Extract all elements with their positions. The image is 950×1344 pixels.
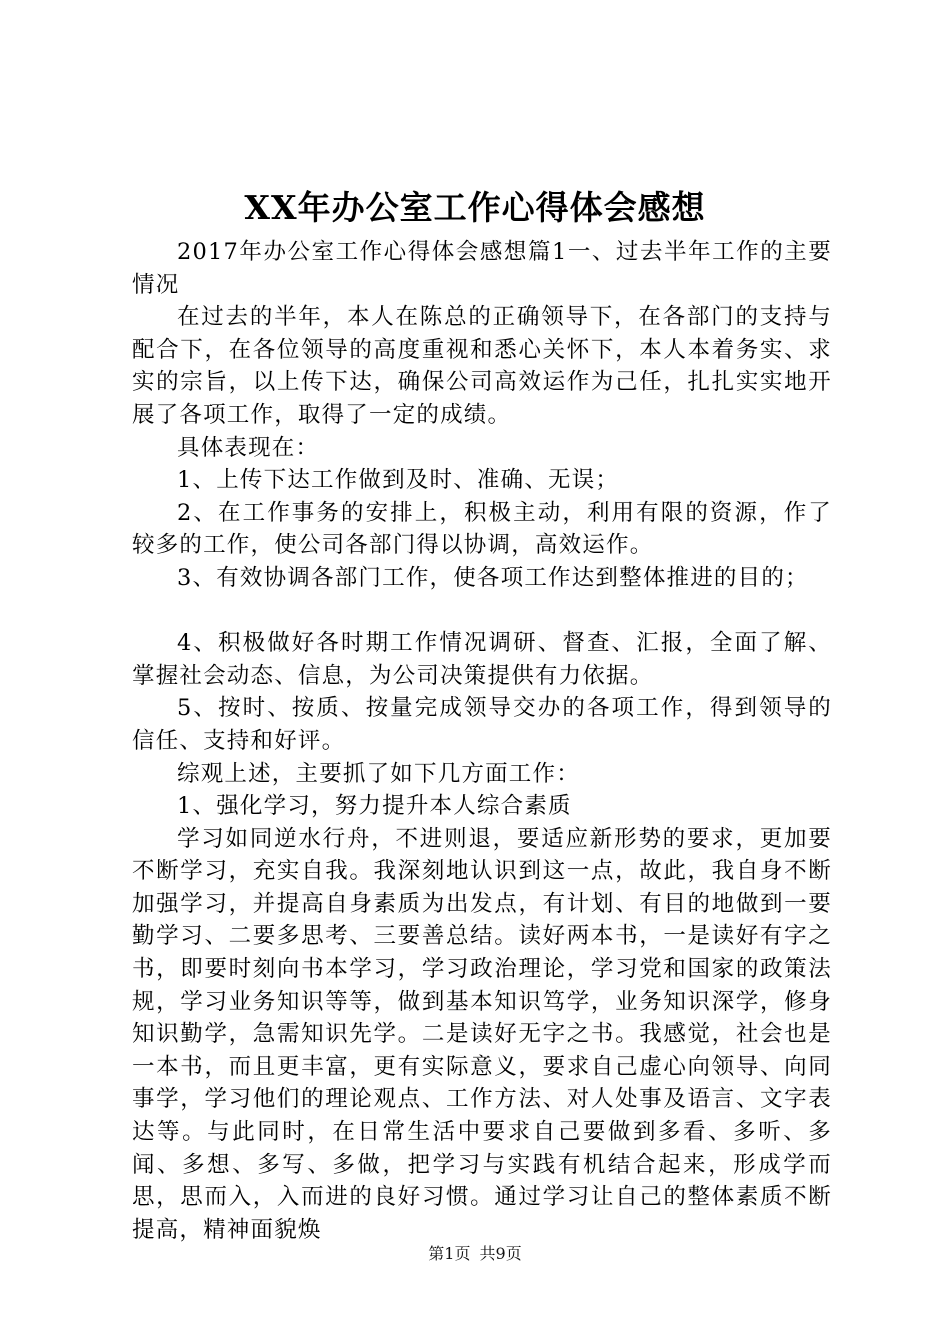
paragraph-summary: 在过去的半年，本人在陈总的正确领导下，在各部门的支持与配合下，在各位领导的高度重视和悉心关怀下，本人本着务实、求实的宗旨，以上传下达，确保公司高效运作为己任，扎扎实实地开展了各项工作，取得了一定的成绩。: [132, 304, 832, 428]
page-total: 共9页: [479, 1244, 522, 1263]
document-title: XX年办公室工作心得体会感想: [244, 188, 706, 227]
paragraph-performance-heading: 具体表现在：: [177, 434, 320, 461]
paragraph-item-1: 1、上传下达工作做到及时、准确、无误；: [177, 467, 620, 494]
paragraph-item-5: 5、按时、按质、按量完成领导交办的各项工作，得到领导的信任、支持和好评。: [132, 695, 832, 754]
paragraph-intro: 2017年办公室工作心得体会感想篇1一、过去半年工作的主要情况: [132, 239, 832, 298]
page-number: 第1页: [428, 1244, 471, 1263]
paragraph-item-3: 3、有效协调各部门工作，使各项工作达到整体推进的目的；: [177, 564, 809, 591]
document-body: [132, 236, 832, 1246]
paragraph-section-heading: 1、强化学习，努力提升本人综合素质: [177, 793, 572, 820]
paragraph-study: 学习如同逆水行舟，不进则退，要适应新形势的要求，更加要不断学习，充实自我。我深刻地认识到这一点，故此，我自身不断加强学习，并提高自身素质为出发点，有计划、有目的地做到一要勤学习、二要多思考、三要善总结。读好两本书，一是读好有字之书，即要时刻向书本学习，学习政治理论，学习党和国家的政策法规，学习业务知识等等，做到基本知识笃学，业务知识深学，修身知识勤学，急需知识先学。二是读好无字之书。我感觉，社会也是一本书，而且更丰富，更有实际意义，要求自己虚心向领导、向同事学，学习他们的理论观点、工作方法、对人处事及语言、文字表达等。与此同时，在日常生活中要求自己要做到多看、多听、多闻、多想、多写、多做，把学习与实践有机结合起来，形成学而思，思而入，入而进的良好习惯。通过学习让自己的整体素质不断提高，精神面貌焕: [132, 825, 832, 1243]
paragraph-overview: 综观上述，主要抓了如下几方面工作：: [177, 760, 580, 787]
page-footer: [0, 1242, 950, 1266]
paragraph-item-4: 4、积极做好各时期工作情况调研、督查、汇报，全面了解、掌握社会动态、信息，为公司决策提供有力依据。: [132, 630, 832, 689]
paragraph-item-2: 2、在工作事务的安排上，积极主动，利用有限的资源，作了较多的工作，使公司各部门得以协调，高效运作。: [132, 499, 832, 559]
